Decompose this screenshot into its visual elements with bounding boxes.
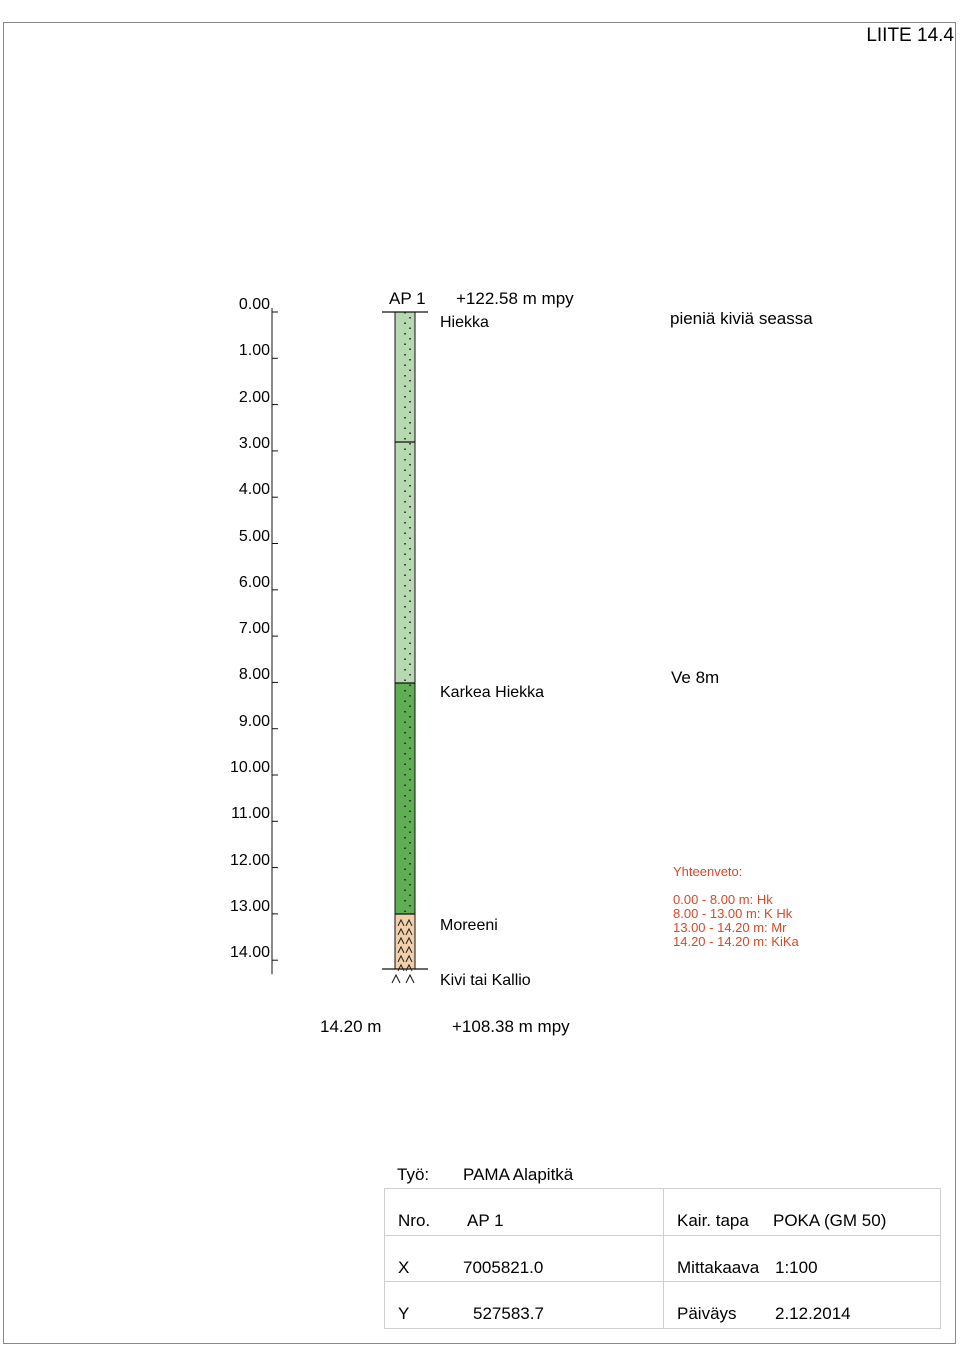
work-value: PAMA Alapitkä — [463, 1165, 574, 1184]
bottom-level: +108.38 m mpy — [452, 1017, 570, 1036]
depth-label: 3.00 — [238, 434, 270, 452]
depth-label: 5.00 — [238, 527, 270, 545]
layer-fill-0 — [395, 312, 415, 682]
depth-label: 2.00 — [238, 388, 270, 406]
depth-label: 7.00 — [238, 620, 270, 638]
depth-label: 8.00 — [238, 666, 270, 684]
x-label: X — [398, 1258, 410, 1277]
summary-title: Yhteenveto: — [673, 864, 743, 879]
note-stones: pieniä kiviä seassa — [670, 309, 813, 328]
depth-label: 10.00 — [229, 759, 270, 776]
drilling-method-label: Kair. tapa — [677, 1211, 749, 1230]
top-level: +122.58 m mpy — [456, 289, 574, 308]
y-label: Y — [398, 1304, 410, 1323]
x-value: 7005821.0 — [463, 1258, 544, 1277]
date-value: 2.12.2014 — [775, 1304, 851, 1323]
nro-value: AP 1 — [467, 1211, 504, 1230]
scale-value: 1:100 — [775, 1258, 818, 1277]
summary-line-1: 0.00 - 8.00 m: Hk — [673, 892, 773, 907]
date-label: Päiväys — [677, 1304, 737, 1323]
nro-label: Nro. — [398, 1211, 431, 1230]
work-label: Työ: — [397, 1165, 430, 1184]
summary-line-3: 13.00 - 14.20 m: Mr — [673, 920, 787, 935]
depth-label: 11.00 — [231, 805, 270, 823]
depth-label: 14.00 — [229, 944, 270, 962]
scale-label: Mittakaava — [677, 1258, 760, 1277]
layer-label-karkea-hiekka: Karkea Hiekka — [440, 684, 545, 701]
layer-label-hiekka: Hiekka — [440, 314, 489, 331]
summary-line-2: 8.00 - 13.00 m: K Hk — [673, 906, 793, 921]
depth-label: 4.00 — [238, 481, 270, 499]
bottom-depth: 14.20 m — [320, 1017, 382, 1036]
depth-label: 12.00 — [229, 851, 270, 869]
depth-label: 0.00 — [238, 296, 270, 313]
layer-label-moreeni: Moreeni — [440, 917, 498, 934]
note-groundwater: Ve 8m — [671, 668, 720, 687]
y-value: 527583.7 — [473, 1304, 544, 1323]
borehole-id: AP 1 — [389, 289, 426, 308]
depth-label: 1.00 — [238, 342, 270, 360]
depth-label: 9.00 — [238, 712, 270, 730]
drilling-method-value: POKA (GM 50) — [773, 1211, 887, 1230]
layer-label-kivi-tai-kallio: Kivi tai Kallio — [440, 972, 531, 989]
attachment-label: LIITE 14.4 — [866, 25, 954, 46]
depth-label: 6.00 — [238, 573, 270, 591]
summary-line-4: 14.20 - 14.20 m: KiKa — [673, 934, 799, 949]
rock-stop-symbol — [392, 975, 414, 983]
depth-label: 13.00 — [229, 897, 270, 915]
